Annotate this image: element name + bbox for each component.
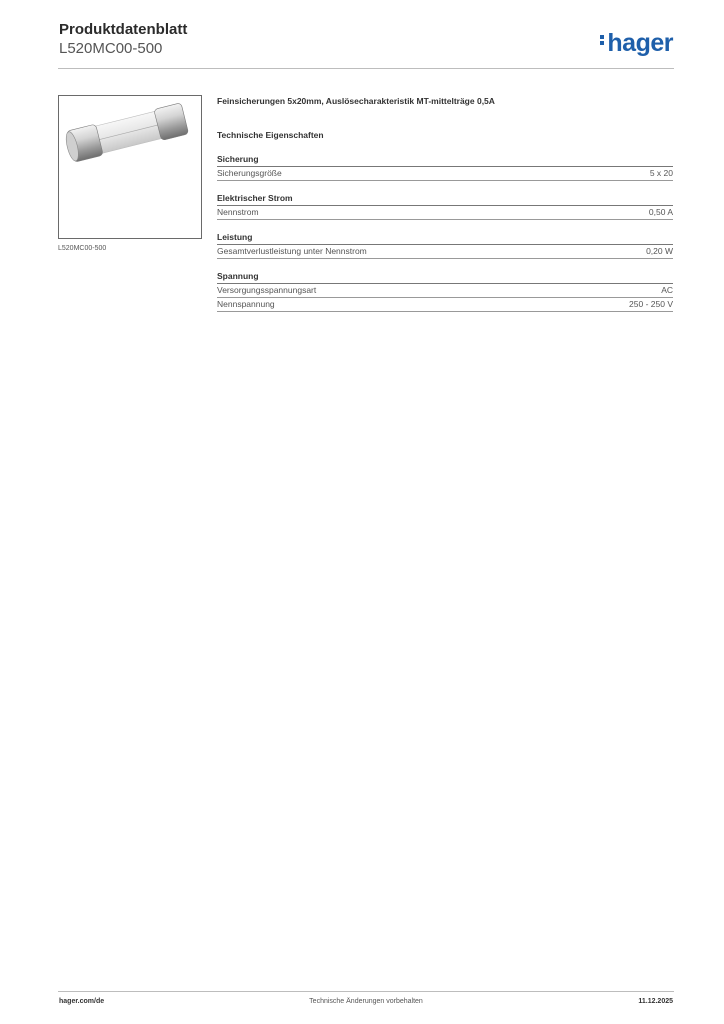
document-title: Produktdatenblatt	[59, 21, 188, 38]
spec-group-leistung	[217, 232, 673, 259]
spec-value: 250 - 250 V	[629, 299, 673, 309]
group-title: Spannung	[217, 271, 673, 284]
spec-value: AC	[661, 285, 673, 295]
group-title: Sicherung	[217, 154, 673, 167]
glass-fuse-icon	[59, 96, 201, 238]
spec-label: Nennstrom	[217, 207, 259, 217]
spec-group-sicherung	[217, 154, 673, 181]
spec-label: Sicherungsgröße	[217, 168, 282, 178]
spec-row	[217, 245, 673, 259]
spec-group-spannung	[217, 271, 673, 312]
footer-note: Technische Änderungen vorbehalten	[309, 998, 423, 1005]
spec-value: 0,20 W	[646, 246, 673, 256]
footer-website-link[interactable]: hager.com/de	[59, 998, 105, 1005]
footer-date: 11.12.2025	[638, 998, 673, 1005]
spec-row	[217, 206, 673, 220]
header-divider	[58, 68, 674, 69]
spec-row	[217, 298, 673, 312]
product-caption: L520MC00-500	[58, 245, 107, 252]
footer-divider	[58, 991, 674, 992]
spec-row	[217, 167, 673, 181]
product-image	[58, 95, 202, 239]
hager-logo	[600, 29, 673, 58]
spec-label: Gesamtverlustleistung unter Nennstrom	[217, 246, 367, 256]
group-title: Leistung	[217, 232, 673, 245]
logo-text: hager	[607, 29, 673, 57]
spec-label: Nennspannung	[217, 299, 275, 309]
section-title: Technische Eigenschaften	[217, 130, 324, 140]
spec-content	[217, 96, 673, 312]
spec-row	[217, 284, 673, 298]
product-code: L520MC00-500	[59, 40, 163, 57]
group-title: Elektrischer Strom	[217, 193, 673, 206]
spec-value: 5 x 20	[649, 168, 673, 178]
page-header	[59, 21, 673, 58]
product-description: Feinsicherungen 5x20mm, Auslösecharakteristik MT-mittelträge 0,5A	[217, 96, 495, 106]
spec-value: 0,50 A	[648, 207, 673, 217]
spec-label: Versorgungsspannungsart	[217, 285, 317, 295]
spec-group-elektrischer-strom	[217, 193, 673, 220]
logo-colon-icon	[600, 33, 605, 47]
